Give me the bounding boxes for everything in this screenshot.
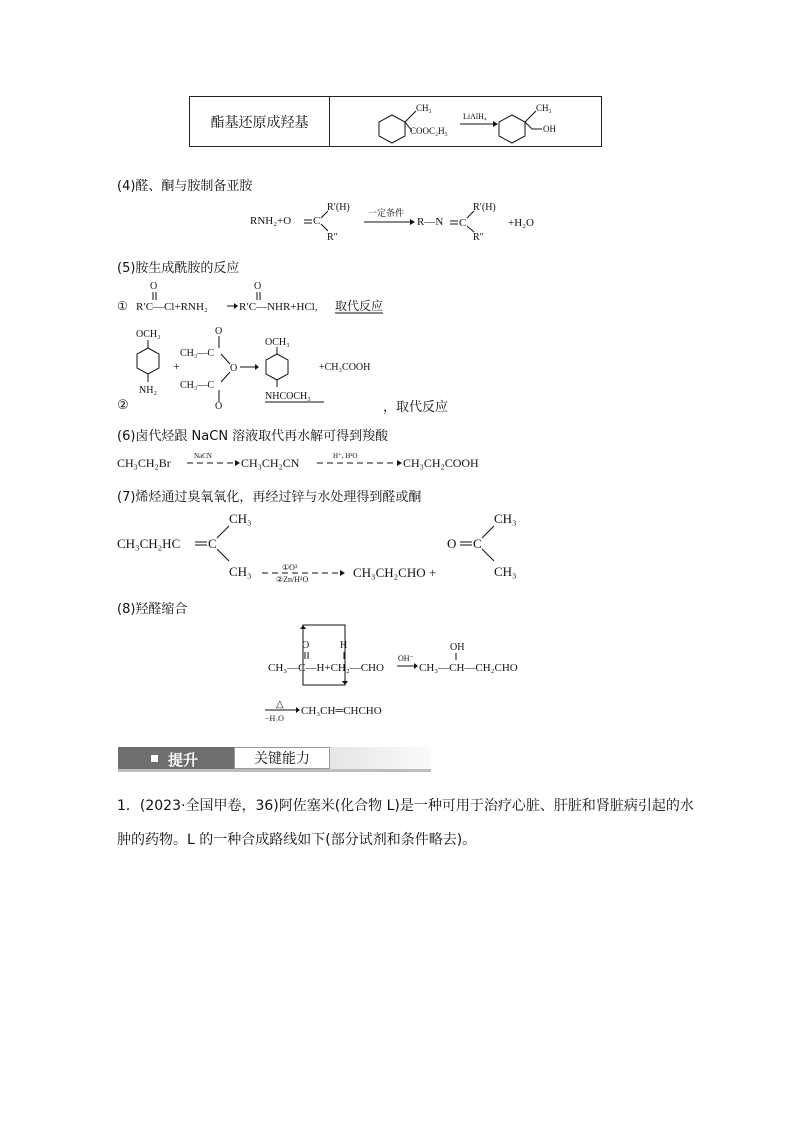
svg-text:O: O	[215, 326, 223, 337]
svg-text:O: O	[302, 640, 310, 651]
section-banner	[118, 745, 431, 771]
svg-text:CH₃—C: CH₃—C	[180, 348, 215, 359]
svg-text:CH₃CH₂CN: CH₃CH₂CN	[241, 456, 300, 470]
svg-text:−H₂O: −H₂O	[265, 714, 284, 722]
svg-text:O: O	[150, 281, 158, 292]
banner-tag: 提升	[118, 747, 234, 769]
svg-text:O: O	[215, 401, 223, 412]
condition-label: 一定条件	[368, 209, 405, 219]
svg-text:，取代反应: ，取代反应	[383, 400, 449, 415]
svg-text:CH₃: CH₃	[229, 511, 252, 526]
banner-title-box	[234, 747, 330, 769]
svg-text:CH₃CH₂CHO +: CH₃CH₂CHO +	[353, 565, 437, 580]
product-oh: OH	[543, 124, 556, 134]
svg-text:NH₂: NH₂	[139, 385, 157, 396]
svg-text:OH⁻: OH⁻	[398, 654, 414, 663]
table-label: 酯基还原成羟基	[190, 97, 330, 146]
svg-text:O: O	[230, 363, 238, 374]
svg-text:O: O	[254, 281, 262, 292]
reactant-ester: COOC₂H₅	[410, 126, 448, 136]
svg-text:+CH₃COOH: +CH₃COOH	[319, 362, 371, 373]
svg-text:①: ①	[117, 299, 128, 313]
svg-text:C: C	[313, 215, 321, 227]
svg-text:R″: R″	[473, 232, 484, 243]
svg-text:R′(H): R′(H)	[327, 202, 350, 213]
svg-text:取代反应: 取代反应	[335, 299, 384, 313]
section-5-heading: (5)胺生成酰胺的反应	[117, 261, 240, 276]
svg-text:CH₃CH₂HC: CH₃CH₂HC	[117, 536, 181, 551]
svg-text:+: +	[173, 359, 180, 373]
svg-text:CH₃: CH₃	[494, 511, 517, 526]
svg-text:CH₃: CH₃	[229, 564, 252, 579]
svg-text:②Zn/H²O: ②Zn/H²O	[276, 575, 309, 584]
section-6-heading: (6)卤代烃跟 NaCN 溶液取代再水解可得到羧酸	[117, 429, 389, 444]
amide-equation-1	[117, 281, 417, 315]
section-8-heading: (8)羟醛缩合	[117, 602, 188, 617]
svg-text:OCH₃: OCH₃	[265, 337, 290, 348]
ester-reduction-scheme	[330, 97, 602, 146]
section-7-heading: (7)烯烃通过臭氧氧化，再经过锌与水处理得到醛或酮	[117, 490, 422, 505]
svg-text:R′C—Cl+RNH₂: R′C—Cl+RNH₂	[136, 301, 208, 313]
svg-text:NHCOCH₃: NHCOCH₃	[265, 391, 311, 402]
ozonolysis-equation	[117, 505, 537, 587]
svg-text:OH: OH	[450, 642, 465, 653]
svg-text:②: ②	[117, 397, 129, 412]
svg-text:H: H	[340, 640, 348, 651]
banner-title: 关键能力	[254, 751, 310, 767]
question-line-2: 肿的药物。L 的一种合成路线如下(部分试剂和条件略去)。	[117, 832, 477, 848]
svg-text:CH₃—CH—CH₂CHO: CH₃—CH—CH₂CHO	[419, 662, 518, 674]
svg-text:C: C	[473, 536, 482, 551]
svg-text:OCH₃: OCH₃	[136, 329, 161, 340]
svg-text:H⁺, H²O: H⁺, H²O	[333, 452, 358, 460]
svg-text:R′C—NHR+HCl,: R′C—NHR+HCl,	[239, 301, 318, 313]
nitrile-equation	[117, 448, 517, 472]
section-4-heading: (4)醛、酮与胺制备亚胺	[117, 179, 253, 194]
aldol-equation	[262, 622, 562, 722]
square-icon	[151, 755, 158, 762]
svg-text:C: C	[208, 536, 217, 551]
svg-text:R″: R″	[327, 232, 338, 243]
svg-text:CH₃CH₂COOH: CH₃CH₂COOH	[403, 456, 479, 470]
imine-equation	[250, 196, 550, 244]
reaction-table	[189, 96, 602, 147]
svg-text:CH₃CH═CHCHO: CH₃CH═CHCHO	[301, 705, 382, 717]
amine-text: RNH₂+O	[250, 215, 292, 227]
svg-text:CH₃CH₂Br: CH₃CH₂Br	[117, 456, 171, 470]
svg-text:CH₃—C—H+CH₂—CHO: CH₃—C—H+CH₂—CHO	[268, 662, 384, 674]
product-methyl: CH₃	[536, 103, 552, 113]
svg-text:O: O	[447, 536, 457, 551]
svg-text:R—N: R—N	[417, 216, 444, 228]
svg-text:①O³: ①O³	[282, 563, 298, 572]
reactant-methyl: CH₃	[416, 103, 432, 113]
question-line-1: 1．(2023·全国甲卷，36)阿佐塞米(化合物 L)是一种可用于治疗心脏、肝脏和肾脏病引起的水	[117, 798, 694, 814]
svg-text:CH₃: CH₃	[494, 564, 517, 579]
svg-text:C: C	[459, 217, 467, 229]
svg-text:R′(H): R′(H)	[473, 202, 496, 213]
reagent-label: LiAlH₄	[463, 112, 487, 121]
svg-text:+H₂O: +H₂O	[508, 217, 534, 229]
amide-equation-2	[117, 326, 477, 416]
svg-text:△: △	[276, 699, 284, 710]
svg-text:CH₃—C: CH₃—C	[180, 380, 215, 391]
svg-text:NaCN: NaCN	[194, 452, 212, 460]
